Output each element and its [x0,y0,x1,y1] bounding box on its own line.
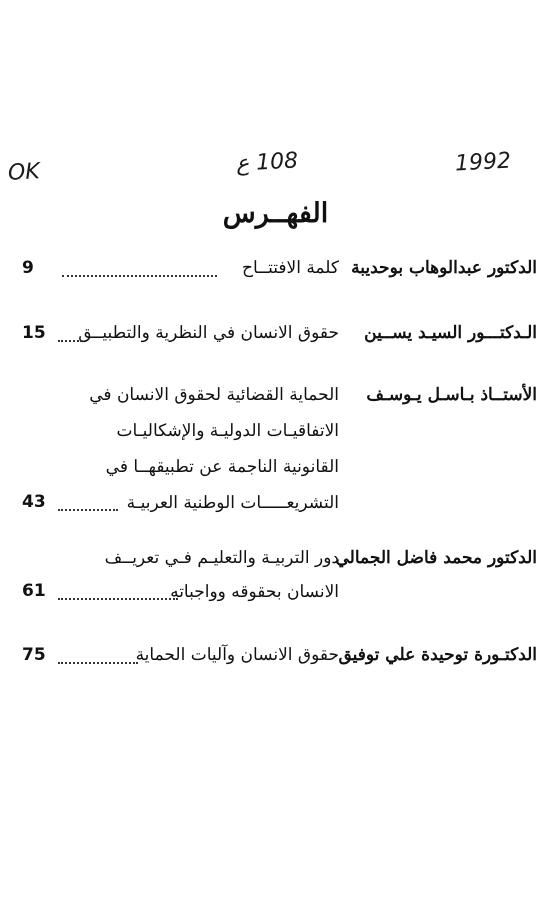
toc-page-number: 43 [22,492,46,512]
handwritten-note-right: 1992 [454,148,512,177]
toc-title-line: الانسان بحقوقه وواجباته [170,582,339,602]
page-title: الفهــرس [222,198,329,229]
dot-leader [62,275,217,277]
toc-author: الدكتـورة توحيدة علي توفيق [338,645,537,665]
toc-title-line: الحماية القضائية لحقوق الانسان في [89,385,339,405]
toc-title-line: حقوق الانسان في النظرية والتطبيــق [78,323,339,343]
dot-leader [58,340,82,342]
toc-page-number: 15 [22,323,46,343]
toc-title-line: الاتفاقيـات الدوليـة والإشكاليـات [116,421,339,441]
toc-author: الـدكتـــور السيـد يســين [364,323,537,343]
toc-page-number: 75 [22,645,46,665]
toc-title-line: التشريعـــــات الوطنية العربيـة [126,493,339,513]
toc-author: الأستــاذ بـاسـل يـوسـف [366,385,537,405]
dot-leader [58,598,178,600]
dot-leader [58,509,118,511]
toc-author: الدكتور عبدالوهاب بوحديبة [351,258,537,278]
dot-leader [58,662,138,664]
toc-title-line: كلمة الافتتــاح [242,258,339,278]
toc-title-line: القانونية الناجمة عن تطبيقهــا في [105,457,339,477]
toc-page-number: 61 [22,581,46,601]
toc-title-line: دور التربيـة والتعليـم فـي تعريــف [104,548,339,568]
handwritten-note-center: 108 ع [235,148,299,177]
toc-title-line: حقوق الانسان وآليات الحماية [135,645,339,665]
toc-page-number: 9 [22,258,34,278]
handwritten-note-left: OK [7,159,41,186]
toc-author: الدكتور محمد فاضل الجمالي [335,548,537,568]
